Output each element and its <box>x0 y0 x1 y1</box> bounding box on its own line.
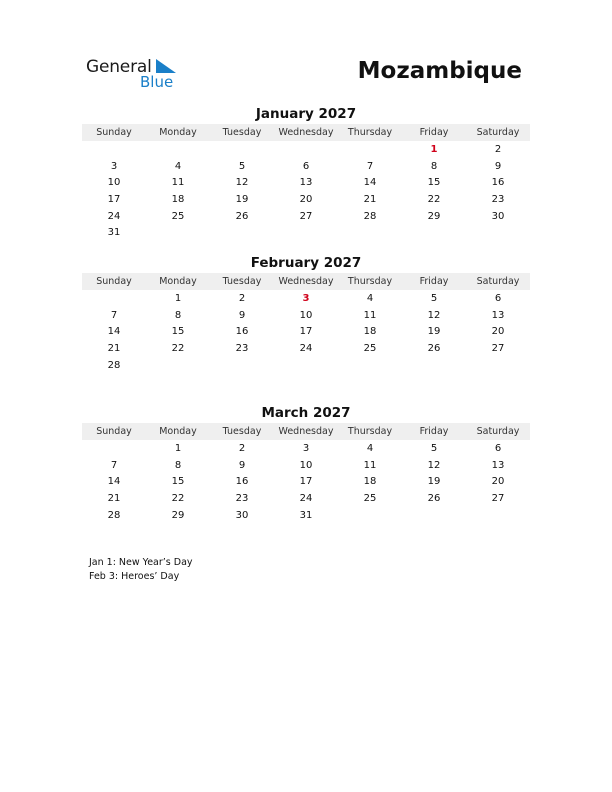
day-cell: 24 <box>299 493 313 505</box>
day-cell: 22 <box>427 194 441 206</box>
day-cell: 7 <box>366 160 374 172</box>
day-cell: 2 <box>238 293 246 304</box>
day-cell: 15 <box>171 476 185 488</box>
day-cell: 31 <box>299 509 313 521</box>
day-cell: 28 <box>107 359 121 371</box>
month-calendar <box>82 255 530 374</box>
weekday-label: Saturday <box>476 127 520 138</box>
day-cell: 16 <box>235 326 249 338</box>
day-cell: 1 <box>174 443 182 454</box>
day-cell: 30 <box>235 509 249 521</box>
day-cell: 4 <box>174 160 182 172</box>
day-cell: 7 <box>110 309 118 321</box>
day-cell: 24 <box>107 210 121 222</box>
weekday-header <box>82 273 530 290</box>
weekday-label: Tuesday <box>222 276 262 287</box>
holiday-day-cell: 3 <box>302 293 310 304</box>
day-cell: 17 <box>299 326 313 338</box>
weekday-header <box>82 124 530 141</box>
day-cell: 20 <box>299 194 313 206</box>
day-cell: 14 <box>107 326 121 338</box>
weekday-label: Monday <box>159 426 197 437</box>
day-cell: 21 <box>363 194 377 206</box>
logo-text-blue: Blue <box>140 73 174 91</box>
month-title: March 2027 <box>261 405 351 421</box>
day-cell: 12 <box>427 459 441 471</box>
day-cell: 9 <box>238 459 246 471</box>
day-cell: 25 <box>171 210 185 222</box>
day-cell: 27 <box>299 210 313 222</box>
holiday-item: Jan 1: New Year’s Day <box>89 557 193 568</box>
day-cell: 19 <box>235 194 249 206</box>
holiday-day-cell: 1 <box>430 144 438 155</box>
empty-day-cell <box>210 142 274 159</box>
empty-day-cell <box>338 142 402 159</box>
month-title: January 2027 <box>255 106 357 122</box>
weekday-label: Thursday <box>347 276 393 287</box>
day-cell: 9 <box>494 160 502 172</box>
day-grid <box>82 141 530 242</box>
day-cell: 11 <box>363 459 377 471</box>
weekday-label: Wednesday <box>278 426 334 437</box>
day-cell: 19 <box>427 476 441 488</box>
day-cell: 8 <box>430 160 438 172</box>
day-cell: 14 <box>107 476 121 488</box>
day-cell: 5 <box>430 293 438 304</box>
day-cell: 10 <box>299 309 313 321</box>
day-cell: 30 <box>491 210 505 222</box>
day-cell: 12 <box>427 309 441 321</box>
weekday-label: Friday <box>419 127 449 138</box>
day-cell: 10 <box>107 177 121 189</box>
weekday-header <box>82 423 530 440</box>
weekday-label: Thursday <box>347 127 393 138</box>
weekday-label: Monday <box>159 127 197 138</box>
day-cell: 20 <box>491 476 505 488</box>
day-cell: 5 <box>430 443 438 454</box>
day-cell: 13 <box>491 459 505 471</box>
empty-day-cell <box>146 142 210 159</box>
weekday-label: Monday <box>159 276 197 287</box>
day-cell: 2 <box>494 144 502 155</box>
month-calendar <box>82 106 530 242</box>
day-cell: 4 <box>366 293 374 304</box>
day-cell: 17 <box>299 476 313 488</box>
day-cell: 22 <box>171 493 185 505</box>
day-cell: 8 <box>174 459 182 471</box>
day-grid <box>82 440 530 524</box>
day-cell: 21 <box>107 343 121 355</box>
day-cell: 25 <box>363 343 377 355</box>
weekday-label: Sunday <box>96 426 132 437</box>
day-cell: 25 <box>363 493 377 505</box>
day-cell: 19 <box>427 326 441 338</box>
day-cell: 4 <box>366 443 374 454</box>
day-cell: 17 <box>107 194 121 206</box>
day-cell: 3 <box>302 443 310 454</box>
empty-day-cell <box>82 291 146 308</box>
day-cell: 15 <box>171 326 185 338</box>
day-cell: 28 <box>107 509 121 521</box>
month-title: February 2027 <box>250 255 362 271</box>
day-cell: 24 <box>299 343 313 355</box>
day-cell: 18 <box>363 326 377 338</box>
day-cell: 7 <box>110 459 118 471</box>
day-cell: 15 <box>427 177 441 189</box>
holiday-item: Feb 3: Heroes’ Day <box>89 571 180 582</box>
weekday-label: Thursday <box>347 426 393 437</box>
day-cell: 23 <box>491 194 505 206</box>
day-cell: 9 <box>238 309 246 321</box>
day-cell: 27 <box>491 493 505 505</box>
holiday-list <box>89 556 193 584</box>
day-cell: 6 <box>494 293 502 304</box>
day-cell: 10 <box>299 459 313 471</box>
empty-day-cell <box>274 142 338 159</box>
day-cell: 27 <box>491 343 505 355</box>
day-cell: 26 <box>235 210 249 222</box>
day-cell: 23 <box>235 493 249 505</box>
logo <box>86 56 186 92</box>
weekday-label: Saturday <box>476 276 520 287</box>
day-cell: 16 <box>491 177 505 189</box>
day-cell: 22 <box>171 343 185 355</box>
day-cell: 12 <box>235 177 249 189</box>
day-cell: 29 <box>171 509 185 521</box>
day-cell: 6 <box>494 443 502 454</box>
day-cell: 21 <box>107 493 121 505</box>
weekday-label: Sunday <box>96 276 132 287</box>
day-cell: 18 <box>171 194 185 206</box>
day-cell: 2 <box>238 443 246 454</box>
day-cell: 5 <box>238 160 246 172</box>
day-cell: 26 <box>427 493 441 505</box>
weekday-label: Sunday <box>96 127 132 138</box>
day-cell: 18 <box>363 476 377 488</box>
day-cell: 3 <box>110 160 118 172</box>
day-cell: 16 <box>235 476 249 488</box>
day-cell: 8 <box>174 309 182 321</box>
day-cell: 11 <box>171 177 185 189</box>
day-cell: 11 <box>363 309 377 321</box>
weekday-label: Friday <box>419 426 449 437</box>
day-cell: 13 <box>491 309 505 321</box>
day-cell: 28 <box>363 210 377 222</box>
day-cell: 20 <box>491 326 505 338</box>
empty-day-cell <box>82 142 146 159</box>
empty-day-cell <box>82 441 146 458</box>
day-cell: 1 <box>174 293 182 304</box>
day-cell: 6 <box>302 160 310 172</box>
day-cell: 31 <box>107 227 121 239</box>
weekday-label: Tuesday <box>222 426 262 437</box>
day-cell: 23 <box>235 343 249 355</box>
day-cell: 29 <box>427 210 441 222</box>
day-cell: 26 <box>427 343 441 355</box>
weekday-label: Wednesday <box>278 276 334 287</box>
weekday-label: Tuesday <box>222 127 262 138</box>
logo-flag-icon <box>156 59 176 73</box>
logo-text-general: General <box>86 57 152 77</box>
weekday-label: Wednesday <box>278 127 334 138</box>
day-cell: 13 <box>299 177 313 189</box>
day-cell: 14 <box>363 177 377 189</box>
month-calendar <box>82 405 530 524</box>
country-title: Mozambique <box>357 58 522 84</box>
day-grid <box>82 290 530 374</box>
weekday-label: Friday <box>419 276 449 287</box>
weekday-label: Saturday <box>476 426 520 437</box>
